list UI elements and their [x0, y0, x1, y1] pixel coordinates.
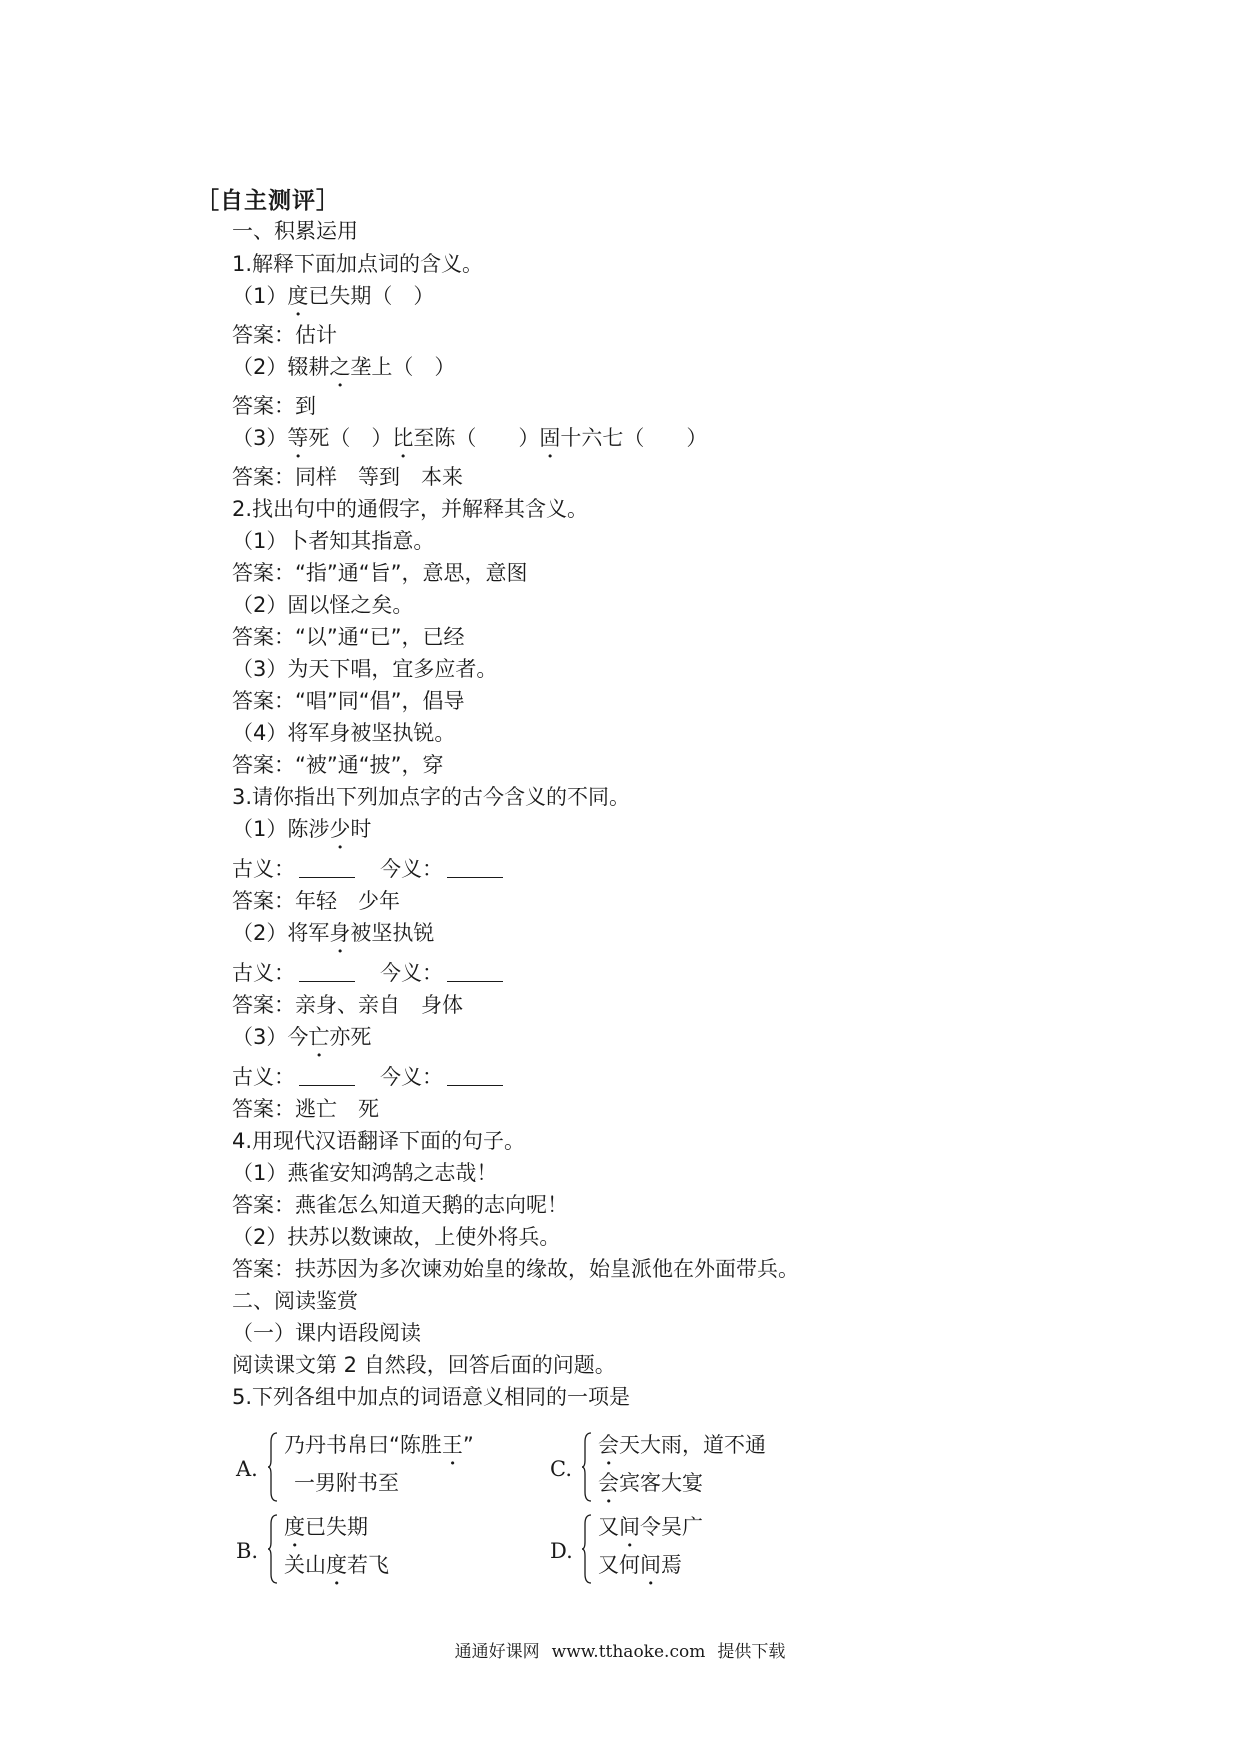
- q2-answer4: 答案：“被”通“披”，穿: [232, 753, 444, 777]
- footer-action: 提供下载: [717, 1642, 786, 1662]
- q4-prompt: 4.用现代汉语翻译下面的句子。: [232, 1129, 526, 1153]
- reading-instruction: 阅读课文第 2 自然段，回答后面的问题。: [232, 1353, 616, 1377]
- brace-icon: [268, 1514, 278, 1584]
- answer-blank: [447, 959, 503, 982]
- q3-blanks3: 古义： 今义：: [232, 1062, 507, 1092]
- q4-answer2: 答案：扶苏因为多次谏劝始皇的缘故，始皇派他在外面带兵。: [232, 1257, 799, 1281]
- sub-heading: （一）课内语段阅读: [232, 1321, 421, 1345]
- q1-answer2: 答案：到: [232, 394, 316, 418]
- q3-blanks2: 古义： 今义：: [232, 958, 507, 988]
- q3-answer1: 答案：年轻 少年: [232, 889, 400, 913]
- dotted-char: 间: [640, 1553, 661, 1577]
- q2-item4: （4）将军身被坚执锐。: [232, 721, 456, 745]
- footer-site-name: 通通好课网: [454, 1642, 540, 1662]
- answer-blank: [447, 855, 503, 878]
- q3-item1: （1）陈涉少时: [232, 817, 372, 841]
- answer-blank: [299, 1063, 355, 1086]
- dotted-char: 会: [598, 1433, 619, 1457]
- dotted-char: 度: [287, 284, 309, 308]
- q1-item2: （2）辍耕之垄上（ ）: [232, 355, 456, 379]
- footer-url[interactable]: www.tthaoke.com: [551, 1642, 706, 1662]
- q3-item2: （2）将军身被坚执锐: [232, 921, 435, 945]
- dotted-char: 度: [284, 1515, 305, 1539]
- q4-answer1: 答案：燕雀怎么知道天鹅的志向呢！: [232, 1193, 568, 1217]
- part2-heading: 二、阅读鉴赏: [232, 1289, 358, 1313]
- q2-item1: （1）卜者知其指意。: [232, 529, 435, 553]
- dotted-char: 固: [539, 426, 561, 450]
- dotted-char: 度: [326, 1553, 347, 1577]
- dotted-char: 间: [619, 1515, 640, 1539]
- q4-item1: （1）燕雀安知鸿鹄之志哉！: [232, 1161, 498, 1185]
- answer-blank: [299, 855, 355, 878]
- q3-blanks1: 古义： 今义：: [232, 854, 507, 884]
- q2-prompt: 2.找出句中的通假字，并解释其含义。: [232, 497, 589, 521]
- dotted-char: 会: [598, 1471, 619, 1495]
- q4-item2: （2）扶苏以数谏故，上使外将兵。: [232, 1225, 561, 1249]
- q3-answer2: 答案：亲身、亲自 身体: [232, 993, 463, 1017]
- page-footer: [0, 1640, 1240, 1664]
- dotted-char: 身: [329, 921, 351, 945]
- dotted-char: 亡: [308, 1025, 330, 1049]
- brace-icon: [268, 1432, 278, 1502]
- q2-answer3: 答案：“唱”同“倡”，倡导: [232, 689, 465, 713]
- q2-item2: （2）固以怪之矣。: [232, 593, 414, 617]
- q3-prompt: 3.请你指出下列加点字的古今含义的不同。: [232, 785, 631, 809]
- q5-prompt: 5.下列各组中加点的词语意义相同的一项是: [232, 1385, 631, 1409]
- q1-prompt: 1.解释下面加点词的含义。: [232, 252, 484, 276]
- q1-item3: （3）等死（ ）比至陈（ ）固十六七（ ）: [232, 426, 708, 450]
- q2-answer1: 答案：“指”通“旨”，意思，意图: [232, 561, 528, 585]
- section-title: ［自主测评］: [196, 187, 340, 214]
- dotted-char: 王: [441, 1433, 463, 1457]
- q2-item3: （3）为天下唱，宜多应者。: [232, 657, 498, 681]
- q1-item1: （1）度已失期（ ）: [232, 284, 435, 308]
- document-page: ［自主测评］ 一、积累运用 1.解释下面加点词的含义。 （1）度已失期（ ） 答案：估计 （2）辍耕之垄上（ ） 答案：到 （3）等死（ ）比至陈（ ）固十六七（ ） 答案：同样 等到 本来 2.找出句中的通假字，并解释其含义。 （1）卜者知其指意。 答案：“指”通“旨”，意思，意图 （2）固以怪之矣。 答案：“以”通“已”，已经 （3）为天下唱，宜多应者。 答案：“唱”同“倡”，倡导 （4）将军身被坚执锐。 答案：“被”通“披”，穿 3.请你指出下列加点字的古今含义的不同。 （1）陈涉少时 古义： 今义： 答案：年轻 少年 （2）将军身被坚执锐 古义： 今义： 答案：亲身、亲自 身体 （3）今亡亦死 古义： 今义： 答案：逃亡 死 4.用现代汉语翻译下面的句子。 （1）燕雀安知鸿鹄之志哉！ 答案：燕雀怎么知道天鹅的志向呢！ （2）扶苏以数谏故，上使外将兵。 答案：扶苏因为多次谏劝始皇的缘故，始皇派他在外面带兵。 二、阅读鉴赏 （一）课内语段阅读 阅读课文第 2 自然段，回答后面的问题。 5.下列各组中加点的词语意义相同的一项是 A. 乃丹书帛曰“陈胜王” 一男附书至 C. 会天大雨，道不通 会宾客大宴 B. 度已失期 关山度若飞 D. 又间令吴广 又何间焉 通通好课网 www.tthaoke.com 提供下载: [0, 0, 1240, 1754]
- dotted-char: 少: [329, 817, 351, 841]
- q3-answer3: 答案：逃亡 死: [232, 1097, 379, 1121]
- dotted-char: 比: [392, 426, 414, 450]
- part1-heading: 一、积累运用: [232, 219, 358, 243]
- q1-answer1: 答案：估计: [232, 323, 337, 347]
- brace-icon: [582, 1432, 592, 1502]
- dotted-char: 之: [329, 355, 351, 379]
- q3-item3: （3）今亡亦死: [232, 1025, 372, 1049]
- answer-blank: [299, 959, 355, 982]
- q2-answer2: 答案：“以”通“已”，已经: [232, 625, 465, 649]
- q1-answer3: 答案：同样 等到 本来: [232, 465, 463, 489]
- dotted-char: 等: [287, 426, 309, 450]
- answer-blank: [447, 1063, 503, 1086]
- brace-icon: [582, 1514, 592, 1584]
